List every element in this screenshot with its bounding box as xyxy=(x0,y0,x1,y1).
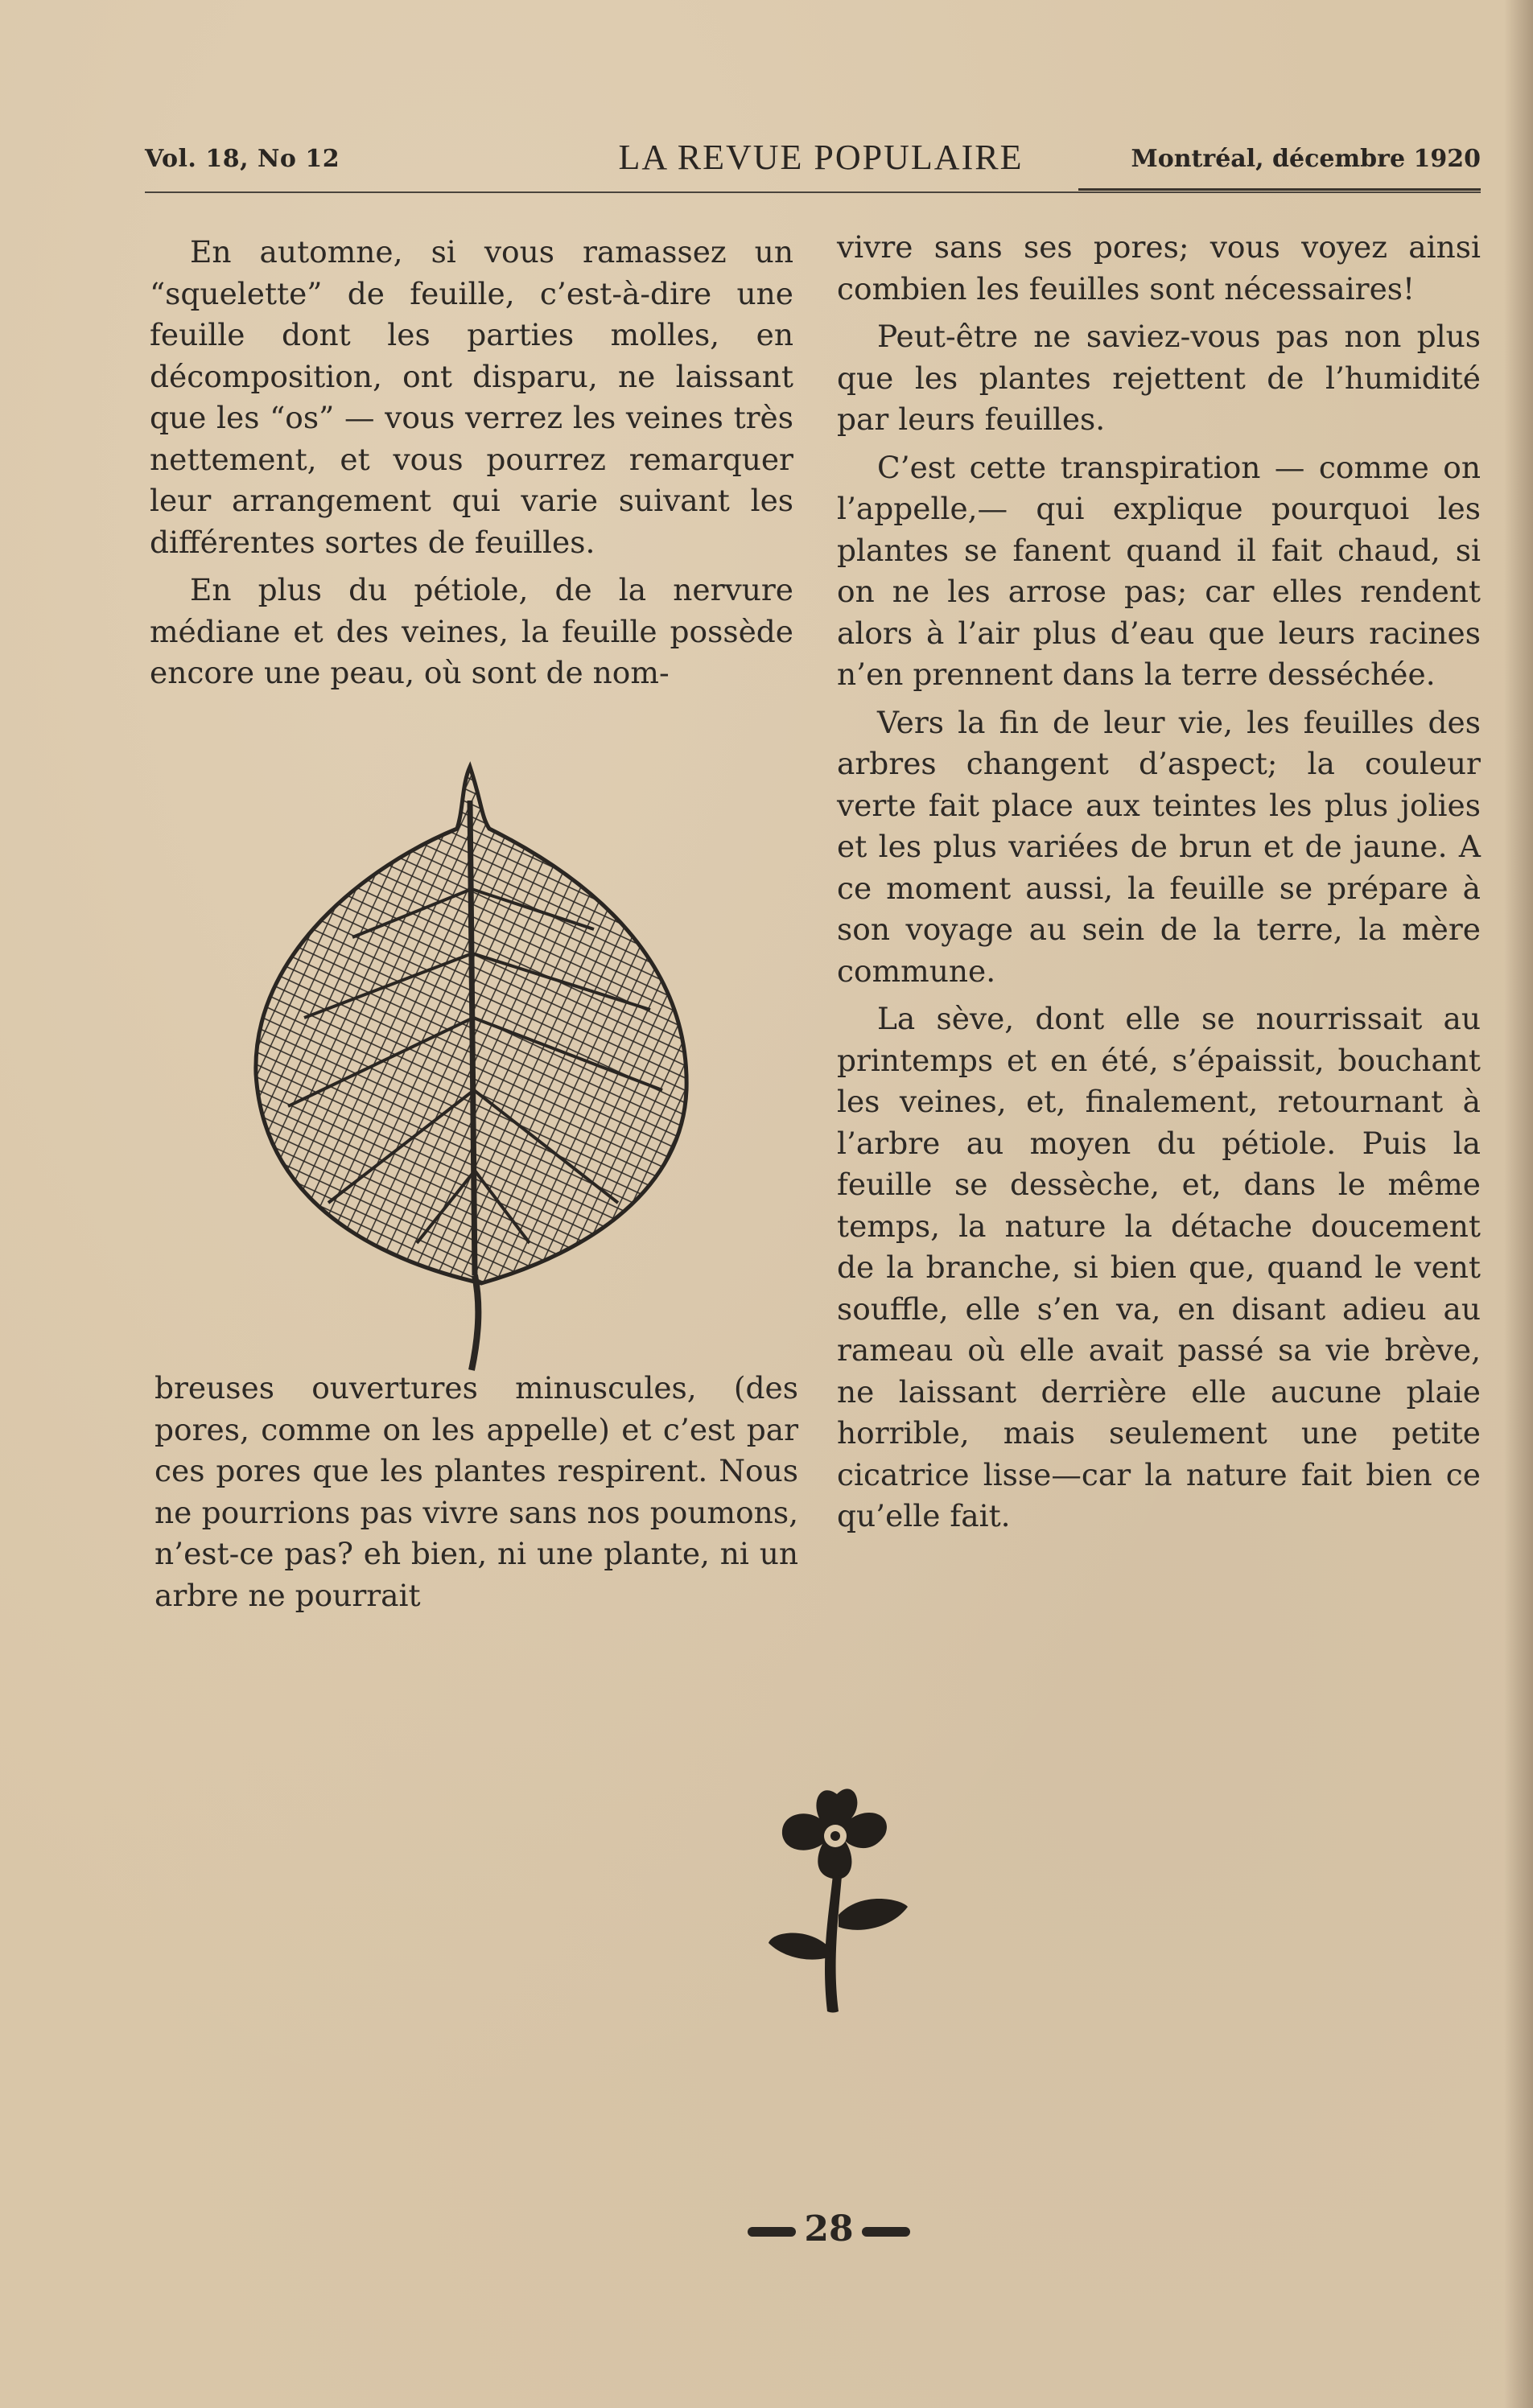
dash-right xyxy=(862,2227,910,2237)
page-edge-shadow xyxy=(1504,0,1533,2408)
leaf-skeleton-illustration xyxy=(240,752,700,1372)
leaf-blade xyxy=(256,767,686,1283)
leaf-petiole xyxy=(472,1275,478,1370)
paragraph: breuses ouvertures minuscules, (des pores, comme on les appelle) et c’est par ces pores que les plantes respirent. Nous ne pourrions pas vivre sans nos poumons, n’est-ce pas? eh bien, ni une plante, ni un arbre ne pourrait xyxy=(155,1370,798,1613)
dash-left xyxy=(748,2227,796,2237)
left-column-bottom xyxy=(155,1368,798,1616)
header-rule-accent xyxy=(1078,188,1481,191)
flower-ornament-icon xyxy=(764,1778,909,2019)
paragraph: La sève, dont elle se nourrissait au printemps et en été, s’épaissit, bouchant les veines, et, finalement, retournant à l’arbre au moyen du pétiole. Puis la feuille se dessèche, et, dans le même temps, la nature la détache doucement de la branche, si bien que, quand le vent souffle, elle s’en va, en disant adieu au rameau où elle avait passé sa vie brève, ne laissant derrière elle aucune plaie horrible, mais seulement une petite cicatrice lisse—car la nature fait bien ce qu’elle fait. xyxy=(837,1001,1481,1533)
header-rule xyxy=(145,191,1481,193)
right-column xyxy=(837,227,1481,1537)
paragraph: Peut-être ne saviez-vous pas non plus que les plantes rejettent de l’humidité par leurs feuilles. xyxy=(837,319,1481,437)
page-number: 28 xyxy=(708,2208,950,2250)
paragraph: Vers la fin de leur vie, les feuilles des arbres changent d’aspect; la couleur verte fait place aux teintes les plus jolies et les plus variées de brun et de jaune. A ce moment aussi, la feuille se prépare à son voyage au sein de la terre, la mère commune. xyxy=(837,704,1481,989)
location-date: Montréal, décembre 1920 xyxy=(1131,145,1481,173)
paragraph: C’est cette transpiration — comme on l’appelle,— qui explique pourquoi les plantes se fanent quand il fait chaud, si on ne les arrose pas; car elles rendent alors à l’air plus d’eau que leurs racines n’en prennent dans la terre desséchée. xyxy=(837,449,1481,692)
volume-number: Vol. 18, No 12 xyxy=(145,145,340,173)
paragraph: vivre sans ses pores; vous voyez ainsi combien les feuilles sont nécessaires! xyxy=(837,229,1481,307)
publication-title: LA REVUE POPULAIRE xyxy=(618,138,1024,177)
page-header xyxy=(145,137,1481,193)
left-column-top xyxy=(150,232,793,694)
paragraph: En plus du pétiole, de la nervure médiane et des veines, la feuille possède encore une peau, où sont de nom- xyxy=(150,572,793,690)
paragraph: En automne, si vous ramassez un “squelette” de feuille, c’est-à-dire une feuille dont les parties molles, en décomposition, ont disparu, ne laissant que les “os” — vous verrez les veines très nettement, et vous pourrez remarquer leur arrangement qui varie suivant les différentes sortes de feuilles. xyxy=(150,234,793,560)
